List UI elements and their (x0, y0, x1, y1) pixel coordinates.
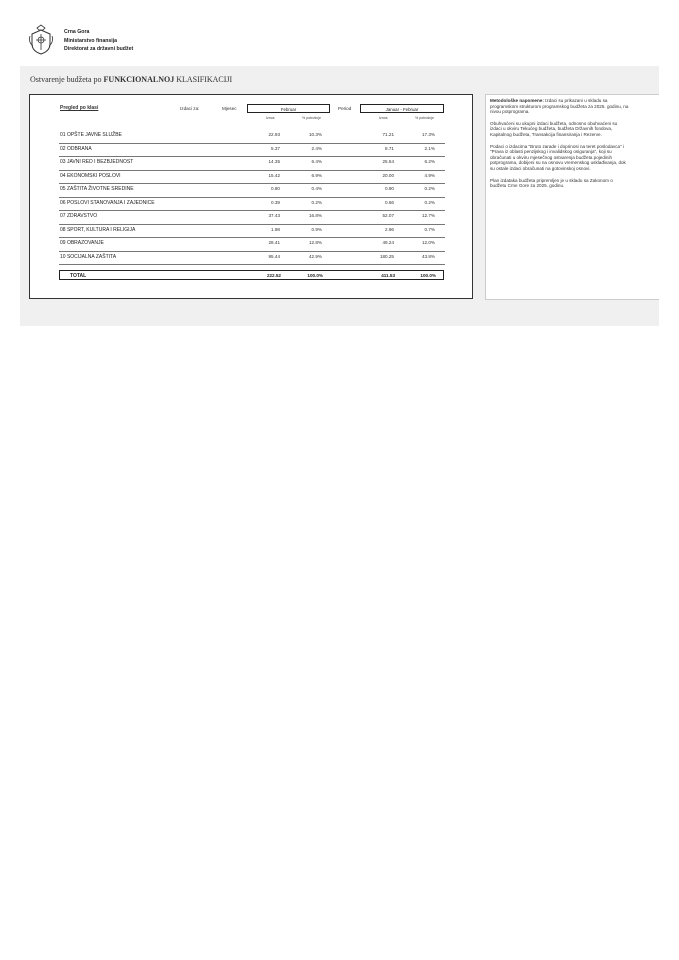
org-name (64, 28, 133, 54)
notes-line: potprograma, dobijeni su na osnovu vremenskog usklađivanja, dok (490, 160, 626, 166)
notes-line: Kapitalnog budžeta, Transakcija finansiranja i Rezerve. (490, 131, 602, 137)
row-period-pct: 0.7% (424, 226, 435, 232)
row-period-amount: 2.96 (385, 226, 394, 232)
row-month-amount: 15.42 (268, 172, 280, 178)
org-line-country: Crna Gora (64, 29, 90, 35)
notes-line: Podaci o izdacima "Bruto zarade i doprinosi na teret poslodavca" i (490, 143, 625, 149)
row-month-amount: 37.43 (268, 213, 280, 218)
total-period-amount: 411.53 (381, 273, 395, 278)
report-title (30, 75, 232, 84)
table-row (59, 170, 445, 185)
row-month-pct: 0.4% (311, 186, 322, 191)
notes-line: Obuhvaćeni su ukupni izdaci budžeta, odnosno obuhvaćeni su (490, 120, 618, 126)
row-month-amount: 14.35 (268, 159, 280, 164)
row-period-amount: 8.71 (385, 145, 394, 151)
row-period-amount: 20.00 (382, 172, 394, 178)
notes-line: programskom strukturom programskog budžeta za 2025. godinu, na (490, 103, 629, 109)
report-panel (29, 94, 473, 299)
total-month-pct: 100.0% (307, 273, 323, 278)
table-row (59, 183, 445, 198)
row-month-amount: 1.98 (271, 226, 280, 232)
row-month-pct: 2.4% (311, 145, 322, 151)
row-period-amount: 52.07 (382, 213, 394, 218)
row-period-pct: 12.0% (421, 240, 435, 245)
row-month-amount: 95.44 (268, 253, 280, 259)
row-period-pct: 0.2% (424, 199, 435, 205)
title-suffix: KLASIFIKACIJI (176, 75, 233, 84)
notes-line: Izdaci su prikazani u skladu sa (545, 98, 608, 103)
row-name: 01 OPŠTE JAVNE SLUŽBE (60, 132, 122, 138)
row-name: 03 JAVNI RED I BEZBJEDNOST (60, 159, 134, 165)
row-month-amount: 0.39 (271, 199, 280, 205)
row-period-pct: 43.8% (421, 253, 435, 259)
table-row (59, 143, 445, 158)
row-period-amount: 0.90 (385, 186, 394, 191)
table-row (59, 237, 445, 252)
table-row (59, 129, 445, 144)
row-period-amount: 25.54 (382, 159, 394, 164)
mjesec-label: Mjesec (222, 106, 237, 111)
row-name: 05 ZAŠTITA ŽIVOTNE SREDINE (60, 186, 134, 192)
col-header-period-iznos: Iznos (379, 116, 388, 120)
methodology-notes (485, 94, 659, 300)
col-header-mjesec-iznos: Iznos (266, 116, 275, 120)
notes-paragraph-2 (490, 121, 655, 138)
row-period-amount: 0.66 (385, 199, 394, 205)
row-name: 07 ZDRAVSTVO (60, 213, 98, 219)
table-row (59, 224, 445, 239)
row-month-amount: 28.41 (268, 240, 280, 245)
row-month-pct: 42.9% (308, 253, 322, 259)
col-header-period-potrosnja: % potrošnje (415, 116, 434, 120)
notes-line: budžetu Crne Gore za 2025. godinu. (490, 183, 565, 189)
row-period-amount: 49.24 (382, 240, 394, 245)
period-label: Period (338, 106, 352, 111)
row-month-pct: 6.9% (311, 172, 322, 178)
notes-line: obračunati u okviru mjesečnog ostvarenja budžeta pojedinih (490, 154, 613, 160)
total-label: TOTAL (70, 273, 87, 279)
col-header-mjesec-potrosnja: % potrošnje (302, 116, 321, 120)
row-name: 10 SOCIJALNA ZAŠTITA (60, 253, 117, 260)
row-month-pct: 6.4% (311, 159, 322, 164)
row-month-pct: 10.3% (308, 132, 322, 137)
row-name: 09 OBRAZOVANJE (60, 240, 104, 246)
row-month-pct: 0.2% (311, 199, 322, 205)
row-month-pct: 16.8% (308, 213, 322, 218)
row-name: 02 ODBRANA (60, 145, 92, 152)
izdaci-label: Izdaci za: (180, 106, 200, 111)
row-period-pct: 4.9% (424, 172, 435, 178)
total-month-amount: 222.52 (266, 273, 281, 278)
notes-line: su ostale izdaci obračunati na gotovinskoj osnovi. (490, 165, 591, 171)
notes-line: "Prava iz oblasti penzijskog i invalidskog osiguranja", koji su (490, 149, 612, 155)
row-period-pct: 0.2% (424, 186, 435, 191)
row-name: 06 POSLOVI STANOVANJA I ZAJEDNICE (60, 199, 155, 206)
table-row (59, 197, 445, 212)
coat-of-arms-icon (28, 24, 54, 56)
row-name: 04 EKONOMSKI POSLOVI (60, 172, 121, 179)
title-prefix: Ostvarenje budžeta po (30, 75, 102, 84)
org-line-directorate: Direktorat za državni budžet (64, 46, 134, 52)
notes-paragraph-4 (490, 178, 655, 189)
row-month-amount: 5.37 (271, 145, 280, 151)
notes-paragraph-3 (490, 144, 655, 172)
notes-heading: Metodološke napomene: (490, 98, 544, 103)
row-period-amount: 180.25 (379, 253, 394, 259)
total-period-pct: 100.0% (420, 273, 436, 278)
row-name: 08 SPORT, KULTURA I RELIGIJA (60, 226, 136, 233)
row-period-pct: 2.1% (424, 145, 435, 151)
table-row (59, 251, 445, 266)
pregled-label: Pregled po klasi (60, 105, 99, 111)
org-line-ministry: Ministarstvo finansija (64, 37, 118, 44)
table-row (59, 156, 445, 171)
table-row (59, 210, 445, 225)
notes-line: nivou potprograma. (490, 109, 530, 115)
notes-paragraph-1 (490, 98, 655, 115)
row-month-amount: 22.93 (268, 132, 280, 137)
mjesec-select[interactable]: Februar (247, 104, 330, 113)
total-row (59, 270, 444, 280)
notes-line: izdaci u okviru Tekućeg budžeta, budžeta Državnih fondova, (490, 126, 613, 132)
row-month-pct: 0.9% (311, 226, 322, 232)
row-period-pct: 17.3% (421, 132, 435, 137)
notes-line: Plan izdataka budžeta pripremljen je u skladu sa Zakonom o (490, 177, 613, 183)
period-select[interactable]: Januar - Februar (360, 104, 444, 113)
title-bold: FUNKCIONALNOJ (103, 75, 175, 84)
row-month-pct: 12.8% (308, 240, 322, 245)
row-period-amount: 71.21 (382, 132, 394, 137)
row-period-pct: 6.2% (424, 159, 435, 164)
row-month-amount: 0.80 (271, 186, 280, 191)
row-period-pct: 12.7% (421, 213, 435, 218)
page-header (28, 24, 133, 60)
